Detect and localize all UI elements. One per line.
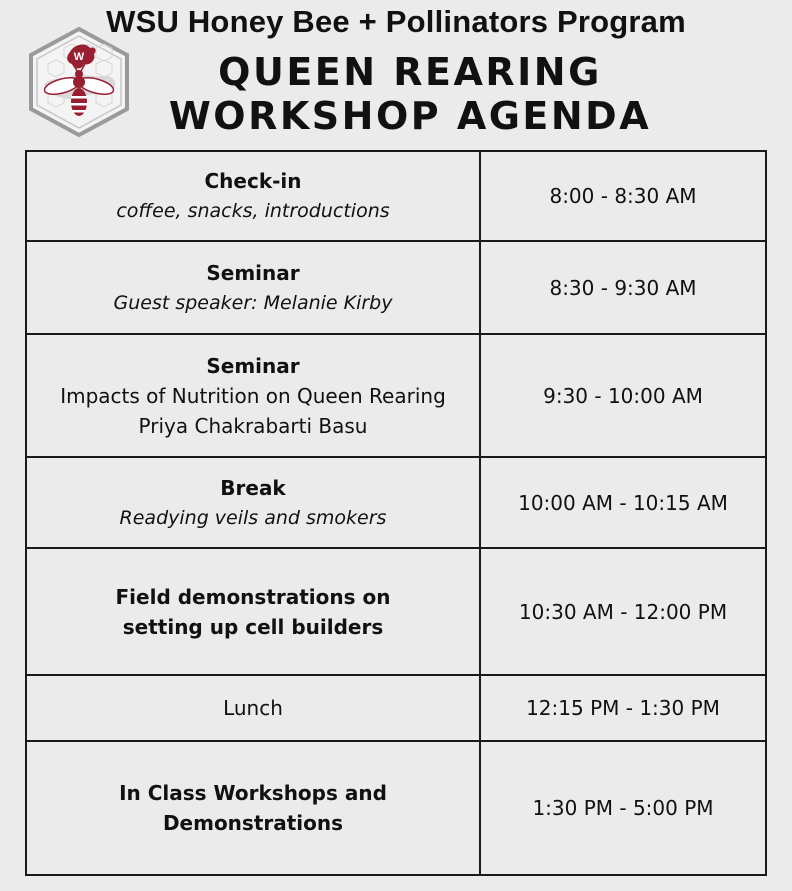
agenda-row (26, 457, 766, 548)
bee-hexagon-icon (24, 26, 134, 138)
activity-cell (26, 457, 480, 548)
agenda-row (26, 334, 766, 457)
time-cell: 10:30 AM - 12:00 PM (480, 548, 766, 675)
time-cell: 9:30 - 10:00 AM (480, 334, 766, 457)
activity-title-line-2: Demonstrations (162, 811, 344, 835)
activity-speaker: Priya Chakrabarti Basu (138, 413, 368, 438)
activity-title: Seminar (206, 353, 300, 378)
activity-title: Check-in (204, 169, 302, 193)
activity-cell (26, 241, 480, 334)
agenda-row (26, 675, 766, 741)
heading-line-1: QUEEN REARING (218, 50, 602, 94)
agenda-row (26, 241, 766, 334)
activity-cell (26, 334, 480, 457)
activity-title: Lunch (223, 696, 283, 720)
activity-detail: coffee, snacks, introductions (116, 200, 390, 222)
agenda-row (26, 548, 766, 675)
agenda-row (26, 151, 766, 241)
activity-detail: Impacts of Nutrition on Queen Rearing (60, 383, 446, 408)
activity-detail: Guest speaker: Melanie Kirby (113, 291, 393, 314)
activity-cell (26, 151, 480, 241)
activity-title: Break (220, 475, 286, 500)
program-title: WSU Honey Bee + Pollinators Program (106, 4, 686, 39)
time-cell: 12:15 PM - 1:30 PM (480, 675, 766, 741)
activity-title-line-1: In Class Workshops and (119, 781, 387, 805)
time-cell: 8:30 - 9:30 AM (480, 241, 766, 334)
heading-line-2: WORKSHOP AGENDA (168, 94, 652, 138)
time-cell: 1:30 PM - 5:00 PM (480, 741, 766, 875)
time-cell: 10:00 AM - 10:15 AM (480, 457, 766, 548)
agenda-heading (150, 50, 670, 138)
activity-title: Seminar (206, 260, 300, 285)
svg-text:W: W (73, 51, 85, 63)
wsu-bee-logo (24, 26, 134, 138)
activity-cell (26, 675, 480, 741)
time-cell: 8:00 - 8:30 AM (480, 151, 766, 241)
activity-detail: Readying veils and smokers (119, 506, 387, 529)
activity-title-line-2: setting up cell builders (122, 614, 384, 639)
agenda-table (25, 150, 767, 876)
activity-title-line-1: Field demonstrations on (115, 584, 391, 609)
agenda-row (26, 741, 766, 875)
activity-cell (26, 741, 480, 875)
activity-cell (26, 548, 480, 675)
